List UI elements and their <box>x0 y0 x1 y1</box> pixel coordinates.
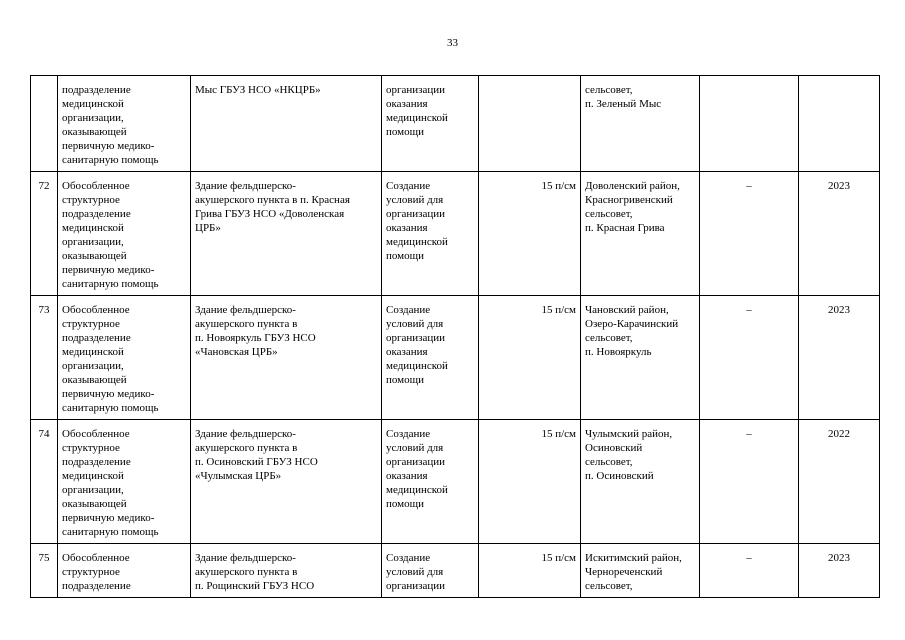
cell-line: п. Осиновский ГБУЗ НСО <box>195 456 318 468</box>
cell-line: акушерского пункта в п. Красная <box>195 194 350 206</box>
cell-text: – <box>746 304 752 316</box>
cell-text: – <box>746 428 752 440</box>
cell-line: медицинской <box>386 484 448 496</box>
zone-cell <box>700 544 799 598</box>
cell-line: условий для <box>386 194 444 206</box>
location-cell <box>581 296 700 420</box>
cell-line: Обособленное <box>62 180 130 192</box>
zone-cell <box>700 76 799 172</box>
cell-line: п. Осиновский <box>585 470 654 482</box>
object-type-cell <box>58 172 191 296</box>
cell-text: 15 п/см <box>541 552 576 564</box>
cell-line: структурное <box>62 442 120 454</box>
capacity-cell <box>479 76 581 172</box>
table-row <box>31 296 880 420</box>
cell-text: 74 <box>38 428 50 440</box>
cell-line: Красногривенский <box>585 194 673 206</box>
location-cell <box>581 544 700 598</box>
cell-line: Озеро-Карачинский <box>585 318 679 330</box>
cell-line: организации, <box>62 484 124 496</box>
capacity-cell <box>479 296 581 420</box>
cell-line: оказывающей <box>62 498 127 510</box>
cell-line: п. Рощинский ГБУЗ НСО <box>195 580 315 592</box>
cell-line: Создание <box>386 552 431 564</box>
cell-line: структурное <box>62 194 120 206</box>
cell-line: акушерского пункта в <box>195 318 298 330</box>
cell-line: подразделение <box>62 84 131 96</box>
object-type-cell <box>58 296 191 420</box>
cell-line: сельсовет, <box>585 580 633 592</box>
cell-line: «Чановская ЦРБ» <box>195 346 278 358</box>
cell-line: подразделение <box>62 208 131 220</box>
location-cell <box>581 420 700 544</box>
cell-line: медицинской <box>386 112 448 124</box>
cell-line: санитарную помощь <box>62 278 159 290</box>
cell-line: Чановский район, <box>585 304 669 316</box>
cell-line: акушерского пункта в <box>195 566 298 578</box>
cell-line: организации <box>386 84 446 96</box>
cell-line: организации, <box>62 236 124 248</box>
cell-line: сельсовет, <box>585 84 633 96</box>
row-number-cell <box>31 76 58 172</box>
cell-line: Здание фельдшерско- <box>195 428 296 440</box>
cell-line: Искитимский район, <box>585 552 682 564</box>
cell-line: организации <box>386 580 446 592</box>
table-row <box>31 76 880 172</box>
object-name-cell <box>191 76 382 172</box>
cell-line: ЦРБ» <box>195 222 221 234</box>
cell-line: первичную медико- <box>62 512 155 524</box>
cell-line: первичную медико- <box>62 388 155 400</box>
cell-line: Чернореченский <box>585 566 663 578</box>
cell-line: условий для <box>386 318 444 330</box>
year-cell <box>799 544 880 598</box>
cell-line: Создание <box>386 428 431 440</box>
cell-line: п. Новояркуль ГБУЗ НСО <box>195 332 316 344</box>
object-type-cell <box>58 76 191 172</box>
table-row <box>31 172 880 296</box>
cell-line: помощи <box>386 250 424 262</box>
cell-line: оказания <box>386 346 428 358</box>
cell-line: оказания <box>386 98 428 110</box>
cell-line: медицинской <box>62 346 124 358</box>
cell-line: оказывающей <box>62 374 127 386</box>
row-number-cell <box>31 296 58 420</box>
cell-line: помощи <box>386 498 424 510</box>
cell-line: Здание фельдшерско- <box>195 304 296 316</box>
cell-line: первичную медико- <box>62 264 155 276</box>
cell-line: Здание фельдшерско- <box>195 552 296 564</box>
table-row <box>31 420 880 544</box>
capacity-cell <box>479 420 581 544</box>
purpose-cell <box>382 544 479 598</box>
cell-line: сельсовет, <box>585 208 633 220</box>
cell-line: Создание <box>386 180 431 192</box>
cell-text: 72 <box>38 180 50 192</box>
cell-line: Грива ГБУЗ НСО «Доволенская <box>195 208 345 220</box>
cell-line: «Чулымская ЦРБ» <box>195 470 282 482</box>
purpose-cell <box>382 296 479 420</box>
year-cell <box>799 172 880 296</box>
cell-line: санитарную помощь <box>62 526 159 538</box>
cell-text: 75 <box>38 552 50 564</box>
purpose-cell <box>382 76 479 172</box>
cell-line: Мыс ГБУЗ НСО «НКЦРБ» <box>195 84 321 96</box>
cell-line: сельсовет, <box>585 332 633 344</box>
cell-text: – <box>746 552 752 564</box>
cell-line: Обособленное <box>62 428 130 440</box>
row-number-cell <box>31 420 58 544</box>
cell-line: п. Красная Грива <box>585 222 665 234</box>
table-row <box>31 544 880 598</box>
zone-cell <box>700 420 799 544</box>
cell-line: организации <box>386 332 446 344</box>
cell-text: 2023 <box>828 304 850 316</box>
cell-line: сельсовет, <box>585 456 633 468</box>
cell-line: организации <box>386 208 446 220</box>
row-number-cell <box>31 544 58 598</box>
cell-line: помощи <box>386 374 424 386</box>
cell-line: медицинской <box>62 222 124 234</box>
object-type-cell <box>58 420 191 544</box>
cell-line: медицинской <box>62 470 124 482</box>
cell-line: оказания <box>386 470 428 482</box>
cell-line: Доволенский район, <box>585 180 680 192</box>
location-cell <box>581 76 700 172</box>
cell-line: организации, <box>62 360 124 372</box>
row-number-cell <box>31 172 58 296</box>
cell-line: санитарную помощь <box>62 402 159 414</box>
cell-line: Создание <box>386 304 431 316</box>
capacity-cell <box>479 544 581 598</box>
cell-line: первичную медико- <box>62 140 155 152</box>
cell-line: п. Новояркуль <box>585 346 652 358</box>
cell-line: помощи <box>386 126 424 138</box>
cell-line: структурное <box>62 318 120 330</box>
cell-line: оказывающей <box>62 250 127 262</box>
cell-line: подразделение <box>62 456 131 468</box>
cell-line: условий для <box>386 442 444 454</box>
cell-line: подразделение <box>62 332 131 344</box>
page-number: 33 <box>447 37 458 49</box>
cell-line: акушерского пункта в <box>195 442 298 454</box>
zone-cell <box>700 172 799 296</box>
year-cell <box>799 420 880 544</box>
capacity-cell <box>479 172 581 296</box>
cell-text: – <box>746 180 752 192</box>
cell-line: Чулымский район, <box>585 428 673 440</box>
cell-line: Обособленное <box>62 552 130 564</box>
purpose-cell <box>382 420 479 544</box>
cell-line: санитарную помощь <box>62 154 159 166</box>
cell-text: 2023 <box>828 552 850 564</box>
purpose-cell <box>382 172 479 296</box>
zone-cell <box>700 296 799 420</box>
objects-table <box>30 75 880 598</box>
location-cell <box>581 172 700 296</box>
year-cell <box>799 76 880 172</box>
cell-line: Осиновский <box>585 442 643 454</box>
cell-line: оказания <box>386 222 428 234</box>
cell-line: Обособленное <box>62 304 130 316</box>
object-type-cell <box>58 544 191 598</box>
cell-line: медицинской <box>386 360 448 372</box>
cell-text: 15 п/см <box>541 428 576 440</box>
cell-line: оказывающей <box>62 126 127 138</box>
object-name-cell <box>191 420 382 544</box>
object-name-cell <box>191 296 382 420</box>
cell-line: организации <box>386 456 446 468</box>
cell-text: 2023 <box>828 180 850 192</box>
cell-text: 2022 <box>828 428 850 440</box>
cell-line: п. Зеленый Мыс <box>585 98 662 110</box>
cell-line: подразделение <box>62 580 131 592</box>
object-name-cell <box>191 544 382 598</box>
cell-text: 73 <box>38 304 50 316</box>
cell-line: медицинской <box>62 98 124 110</box>
cell-line: Здание фельдшерско- <box>195 180 296 192</box>
year-cell <box>799 296 880 420</box>
cell-text: 15 п/см <box>541 304 576 316</box>
object-name-cell <box>191 172 382 296</box>
cell-text: 15 п/см <box>541 180 576 192</box>
cell-line: организации, <box>62 112 124 124</box>
cell-line: условий для <box>386 566 444 578</box>
cell-line: медицинской <box>386 236 448 248</box>
cell-line: структурное <box>62 566 120 578</box>
